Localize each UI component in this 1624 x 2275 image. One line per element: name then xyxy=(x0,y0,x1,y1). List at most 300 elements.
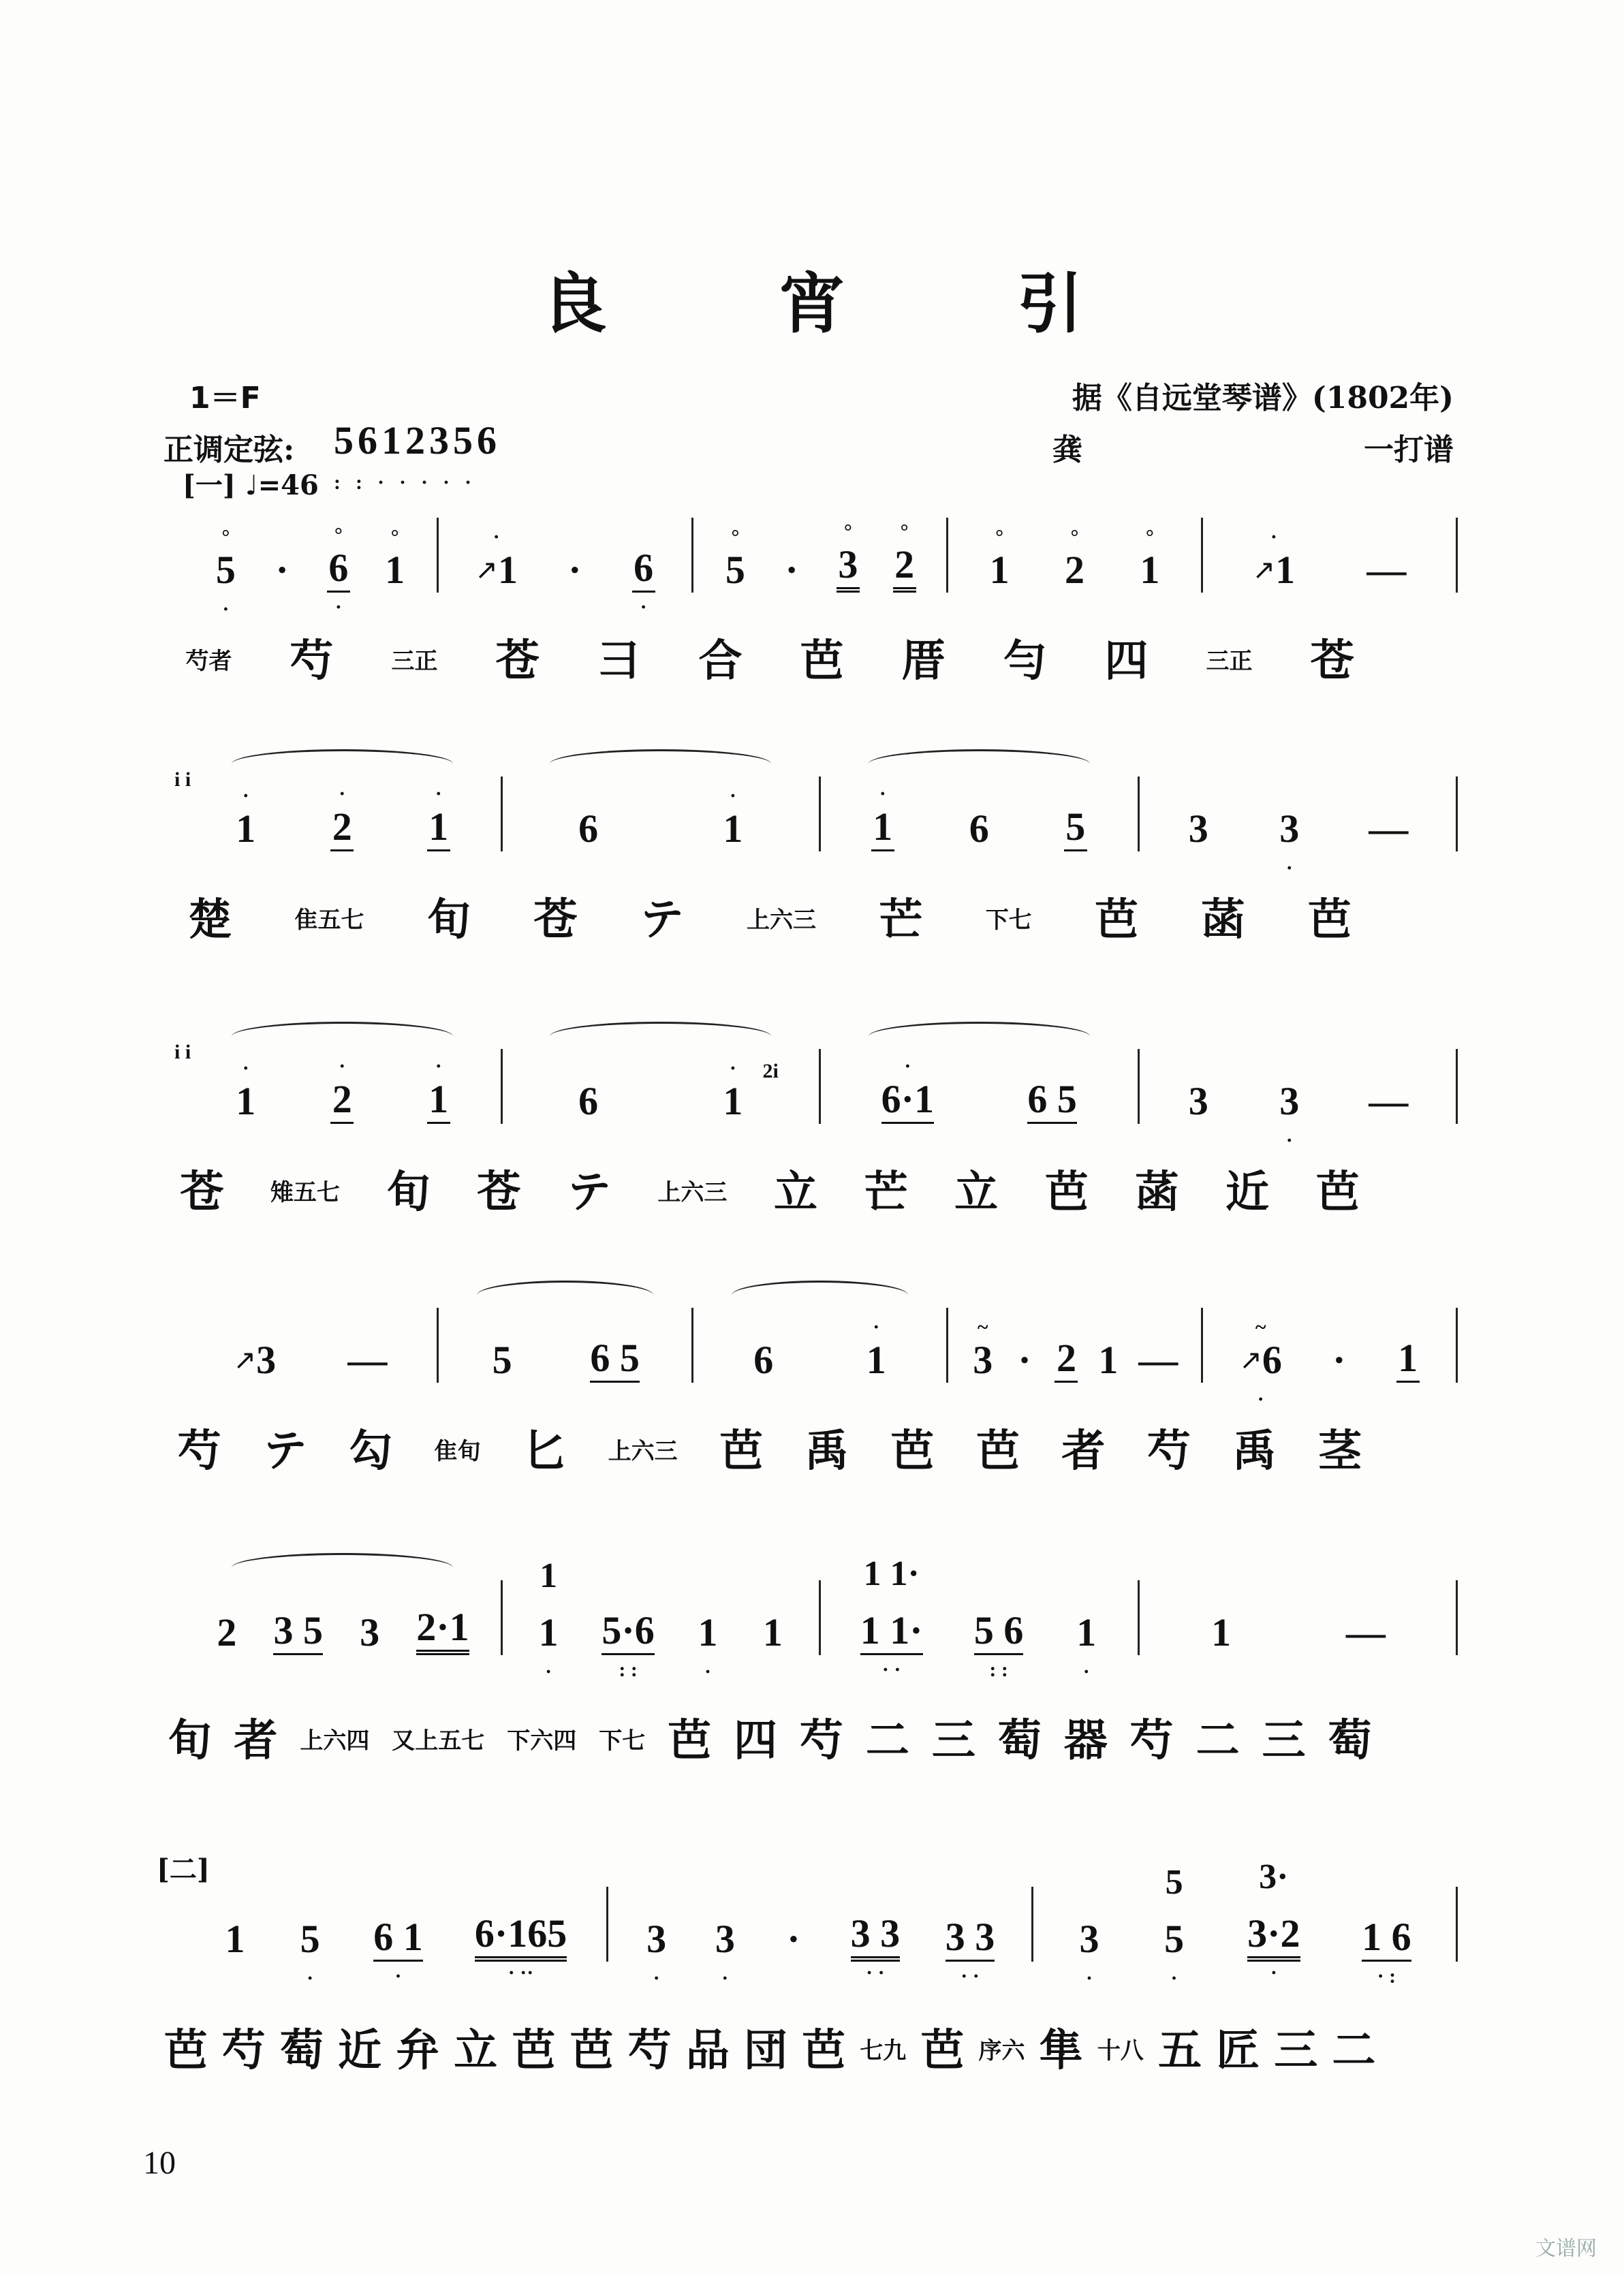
staff-row xyxy=(174,1041,1458,1152)
note-digit: 2 xyxy=(332,1077,352,1121)
note-digit: 1 xyxy=(385,548,405,592)
note-digit: 5 6 xyxy=(973,1608,1024,1652)
staff-row xyxy=(184,1308,1458,1411)
tablature-char: 芒 xyxy=(879,894,923,945)
measure xyxy=(948,1308,1203,1383)
note xyxy=(1369,806,1409,851)
note-digit: 2 xyxy=(894,542,915,586)
note xyxy=(1210,1610,1233,1655)
tablature-char: 芭 xyxy=(1315,1167,1360,1218)
measure xyxy=(1140,1049,1458,1152)
tablature-row xyxy=(157,896,1383,945)
tablature-char: 旬 xyxy=(168,1715,212,1766)
measure xyxy=(693,518,948,593)
slide-mark: ↗ xyxy=(1239,1345,1262,1375)
octave-mark-above: · xyxy=(1270,526,1277,548)
watermark-logo: 文谱网 xyxy=(1535,2237,1597,2261)
note-digit: 1 xyxy=(1211,1610,1232,1654)
note-digit: 1 xyxy=(723,806,743,851)
note-digit: 1 xyxy=(236,1079,256,1123)
note-digit: 1 xyxy=(762,1610,783,1654)
tablature-char: 三正 xyxy=(1206,648,1253,675)
note-digit: · xyxy=(1018,1338,1031,1382)
note xyxy=(1055,1338,1078,1383)
tuning-notes-text: 5612356 xyxy=(334,418,501,462)
tablature-char: 立 xyxy=(954,1167,999,1218)
section-1-number: [一] xyxy=(183,469,236,501)
octave-mark-below: · xyxy=(1082,1661,1090,1683)
tablature-char: 弁 xyxy=(396,2025,440,2076)
note xyxy=(1075,1610,1098,1683)
note-digit: 3 xyxy=(1279,806,1300,851)
note-digit: 5·6 xyxy=(602,1608,655,1652)
note-digit: 1 xyxy=(873,804,893,849)
note xyxy=(475,526,518,593)
note-digit: — xyxy=(1369,806,1409,851)
note xyxy=(1187,1079,1210,1124)
tablature-char: 芭 xyxy=(802,2025,846,2076)
arranger-role: 一打谱 xyxy=(1364,433,1454,467)
tablature-char: 近 xyxy=(337,2025,381,2076)
note xyxy=(713,1917,736,1990)
note-digit: 1 xyxy=(497,548,518,592)
tablature-char: 三正 xyxy=(391,648,438,675)
tablature-char: 禹 xyxy=(1232,1426,1277,1477)
note-digit: 1 xyxy=(1275,548,1296,592)
note-digit: 1 xyxy=(428,804,449,849)
note xyxy=(837,520,860,593)
tablature-char: 芭 xyxy=(1044,1167,1089,1218)
octave-mark-below: · · xyxy=(961,1965,980,1988)
tablature-char: 序六 xyxy=(978,2037,1025,2065)
key-signature: 1＝F xyxy=(189,381,261,415)
tablature-char: 芭 xyxy=(975,1426,1020,1477)
tablature-char: 五 xyxy=(1157,2025,1202,2076)
octave-mark-above: ° xyxy=(731,526,740,548)
octave-mark-below: · xyxy=(704,1661,712,1683)
measure xyxy=(184,1308,439,1383)
tablature-char: 立 xyxy=(773,1167,817,1218)
note xyxy=(864,1316,888,1383)
tablature-char: 芍者 xyxy=(185,648,232,675)
slur-arc xyxy=(477,1281,654,1310)
note-digit: 3·2 xyxy=(1247,1911,1300,1956)
slur-arc xyxy=(550,749,771,779)
note xyxy=(632,546,655,618)
tablature-char: 芍 xyxy=(177,1426,221,1477)
octave-mark-above: ° xyxy=(900,520,909,543)
note-digit: 3 3 xyxy=(945,1915,995,1959)
tablature-char: 三 xyxy=(1274,2025,1318,2076)
octave-mark-below: · xyxy=(222,598,230,621)
tablature-char: テ xyxy=(567,1167,611,1218)
staff-row xyxy=(184,518,1458,621)
note xyxy=(1278,1079,1301,1152)
tablature-char: 近 xyxy=(1225,1167,1269,1218)
note-digit: 5 xyxy=(492,1338,512,1382)
tablature-char: 苍 xyxy=(1310,636,1354,687)
note-digit: 6·165 xyxy=(474,1911,567,1956)
octave-mark-above: · xyxy=(435,1055,442,1078)
note xyxy=(1013,1340,1036,1383)
measure xyxy=(439,1308,693,1383)
staff-row xyxy=(174,768,1458,879)
note xyxy=(973,1608,1024,1681)
measure xyxy=(821,1554,1140,1683)
measure xyxy=(693,1308,948,1383)
note xyxy=(967,806,990,851)
source-credit: 据《自远堂琴谱》(1802年) xyxy=(1072,381,1454,415)
tablature-char: 彐 xyxy=(597,636,641,687)
note xyxy=(1278,806,1301,879)
note xyxy=(577,1079,600,1124)
note xyxy=(330,783,354,851)
tablature-row xyxy=(157,1168,1383,1217)
tablature-char: 隹五七 xyxy=(294,907,364,934)
chord-note-above: 3· xyxy=(1259,1857,1289,1896)
note xyxy=(1328,1340,1351,1383)
tablature-char: 下六四 xyxy=(507,1727,577,1755)
tablature-char: 苍 xyxy=(533,894,578,945)
grace-note: 2i xyxy=(762,1060,779,1082)
tablature-char: 苍 xyxy=(495,636,540,687)
octave-mark-below: · · xyxy=(866,1962,885,1984)
note-digit: 5 xyxy=(1164,1917,1185,1961)
arranger-surname: 龚 xyxy=(1052,433,1082,467)
tablature-char: 隹旬 xyxy=(434,1438,481,1465)
tablature-char: 厝 xyxy=(901,636,946,687)
note-digit: · xyxy=(787,1917,800,1961)
note xyxy=(427,1055,450,1124)
tablature-char: 二 xyxy=(1332,2025,1376,2076)
note xyxy=(1063,526,1086,593)
note xyxy=(723,526,747,593)
note-digit: 5 xyxy=(300,1917,320,1961)
octave-mark-above: ~ xyxy=(1255,1316,1266,1338)
note-digit: 3 xyxy=(360,1610,380,1654)
octave-mark-below: · xyxy=(721,1967,729,1990)
tablature-char: 勻 xyxy=(1003,636,1047,687)
note-digit: 5 xyxy=(1065,804,1086,849)
slide-mark: ↗ xyxy=(1252,554,1276,585)
note-digit: 2 xyxy=(1064,548,1084,592)
note xyxy=(384,526,407,593)
tablature-char: 菡 xyxy=(1135,1167,1179,1218)
note-digit: 3 xyxy=(646,1917,667,1961)
note-digit: 3 xyxy=(1188,1079,1208,1123)
octave-mark-below: · xyxy=(334,596,342,618)
note-digit: 2 xyxy=(1056,1336,1076,1380)
tablature-char: 品 xyxy=(685,2025,730,2076)
note-digit: 3 xyxy=(838,542,858,586)
note xyxy=(945,1915,995,1988)
slur-arc xyxy=(232,1553,453,1582)
note-digit: 1 xyxy=(723,1079,743,1123)
octave-mark-above: ° xyxy=(843,520,852,543)
tablature-char: 勾 xyxy=(348,1426,392,1477)
note-digit: 3 xyxy=(973,1338,993,1382)
note xyxy=(577,806,600,851)
note-digit: — xyxy=(1345,1610,1386,1654)
chord-note-above: 5 xyxy=(1165,1863,1183,1902)
octave-mark-above: · xyxy=(242,1057,249,1080)
measure xyxy=(948,518,1203,593)
tuning-octave-dots: ::····· xyxy=(334,471,487,494)
note-digit: 1 xyxy=(1076,1610,1097,1654)
tablature-row xyxy=(157,1716,1383,1766)
tablature-char: 芭 xyxy=(890,1426,935,1477)
note-digit: 5 xyxy=(725,548,745,592)
note xyxy=(696,1610,719,1683)
tablature-char: 苍 xyxy=(477,1167,521,1218)
note-digit: 6 5 xyxy=(590,1336,640,1380)
note xyxy=(234,785,257,851)
tablature-char: 七九 xyxy=(860,2037,907,2065)
tablature-char: 隼 xyxy=(1039,2025,1083,2076)
slur-arc xyxy=(869,749,1090,779)
tablature-char: 芭 xyxy=(512,2025,556,2076)
octave-mark-above: ° xyxy=(390,526,399,548)
tablature-char: 四 xyxy=(1104,636,1149,687)
note xyxy=(234,1340,277,1383)
measure xyxy=(821,776,1140,851)
octave-mark-below: · xyxy=(1285,857,1293,879)
note-digit: 6 5 xyxy=(1027,1077,1077,1121)
measure xyxy=(184,1049,503,1124)
note xyxy=(330,1055,354,1124)
note xyxy=(327,524,350,618)
octave-mark-below: · xyxy=(1170,1967,1178,1990)
slur-arc xyxy=(550,1022,771,1051)
octave-mark-below: · ·· xyxy=(507,1962,534,1984)
tablature-char: テ xyxy=(263,1426,307,1477)
tablature-char: 匠 xyxy=(1216,2025,1260,2076)
section-2-label: [二] xyxy=(157,1853,210,1885)
measure xyxy=(503,1556,822,1683)
octave-mark-above: · xyxy=(904,1055,911,1078)
octave-mark-above: · xyxy=(879,783,886,805)
note xyxy=(645,1917,668,1990)
tablature-row xyxy=(157,2026,1383,2075)
tablature-char: 芭 xyxy=(163,2025,208,2076)
note xyxy=(1163,1863,1186,1990)
note-digit: · xyxy=(275,548,289,592)
octave-mark-below: · : xyxy=(1377,1965,1396,1988)
note-digit: 1 1· xyxy=(860,1608,923,1652)
note-digit: 1 xyxy=(698,1610,718,1654)
tablature-char: 下七 xyxy=(599,1727,646,1755)
tablature-char: 器 xyxy=(1063,1715,1108,1766)
tablature-row xyxy=(157,1427,1383,1476)
octave-mark-above: · xyxy=(729,785,736,807)
tablature-char: 芭 xyxy=(569,2025,614,2076)
note-digit: 6 xyxy=(634,546,654,590)
note xyxy=(881,1055,934,1124)
octave-mark-above: · xyxy=(339,783,346,805)
measure xyxy=(184,518,439,621)
note xyxy=(270,550,294,593)
octave-mark-below: · xyxy=(307,1967,314,1990)
measure xyxy=(439,518,693,618)
note xyxy=(273,1608,323,1655)
tablature-char: 三 xyxy=(1262,1715,1306,1766)
tablature-char: 芭 xyxy=(920,2025,965,2076)
tablature-char: 芍 xyxy=(627,2025,672,2076)
tablature-char: 芍 xyxy=(1146,1426,1191,1477)
section-1-label xyxy=(183,470,319,501)
grace-note: i i xyxy=(174,1041,191,1063)
note-digit: 2 xyxy=(332,804,352,849)
slur-arc xyxy=(732,1281,909,1310)
note xyxy=(1138,1340,1178,1383)
tablature-char: 旬 xyxy=(426,894,471,945)
piece-title: 良 宵 引 xyxy=(541,265,1158,342)
measure xyxy=(1203,1308,1458,1411)
note xyxy=(1078,1917,1101,1990)
note xyxy=(537,1556,560,1683)
measure xyxy=(1203,518,1458,593)
octave-mark-below: · xyxy=(545,1661,552,1683)
note xyxy=(782,1919,805,1962)
tuning-label: 正调定弦: xyxy=(163,433,295,467)
note xyxy=(1396,1338,1420,1383)
note-digit: 6 xyxy=(969,806,989,851)
note-digit: 1 xyxy=(866,1338,886,1382)
tablature-char: 雉五七 xyxy=(270,1179,340,1206)
note-digit: · xyxy=(785,548,798,592)
note xyxy=(860,1554,923,1681)
note xyxy=(347,1340,387,1383)
note-digit: 3 xyxy=(256,1338,277,1382)
octave-mark-below: · xyxy=(653,1967,660,1990)
note-digit: — xyxy=(347,1338,388,1382)
tablature-char: 十八 xyxy=(1097,2037,1144,2065)
tablature-char: 三 xyxy=(931,1715,975,1766)
tablature-char: 二 xyxy=(865,1715,909,1766)
note xyxy=(761,1610,784,1655)
note-digit: 3 xyxy=(1079,1917,1099,1961)
slur-arc xyxy=(869,1022,1090,1051)
note-digit: 1 xyxy=(538,1610,559,1654)
tablature-char: 者 xyxy=(1061,1426,1106,1477)
slur-arc xyxy=(232,1022,453,1051)
note-digit: 3 5 xyxy=(273,1608,323,1652)
note-digit: 2·1 xyxy=(416,1605,469,1649)
tablature-char: 上六三 xyxy=(657,1179,728,1206)
note xyxy=(416,1607,469,1655)
note-digit: 1 xyxy=(1398,1336,1418,1380)
octave-mark-above: · xyxy=(729,1057,736,1080)
tablature-char: 四 xyxy=(734,1715,778,1766)
note xyxy=(893,520,916,593)
note xyxy=(474,1911,567,1984)
note-digit: 1 xyxy=(989,548,1010,592)
note xyxy=(1097,1340,1120,1383)
octave-mark-below: · xyxy=(394,1965,402,1988)
note xyxy=(427,783,450,851)
octave-mark-below: : : xyxy=(989,1659,1008,1681)
octave-mark-below: · xyxy=(1285,1129,1293,1152)
octave-mark-above: · xyxy=(242,785,249,807)
note-digit: 6 xyxy=(753,1338,774,1382)
tablature-char: 芒 xyxy=(864,1167,908,1218)
page-number: 10 xyxy=(143,2145,176,2181)
note xyxy=(721,1057,779,1124)
note xyxy=(298,1917,322,1990)
octave-mark-above: · xyxy=(873,1316,880,1338)
note-digit: 6 xyxy=(578,1079,599,1123)
octave-mark-above: · xyxy=(493,526,500,548)
note-digit: 5 xyxy=(215,548,236,592)
note xyxy=(358,1610,381,1655)
note-digit: 1 xyxy=(1098,1338,1119,1382)
note xyxy=(1345,1610,1386,1655)
note xyxy=(490,1340,514,1383)
note xyxy=(1138,526,1161,593)
tablature-char: 楚 xyxy=(188,894,232,945)
octave-mark-above: · xyxy=(339,1055,346,1078)
measure xyxy=(1140,1580,1458,1655)
note xyxy=(215,1610,238,1655)
measure xyxy=(1033,1857,1458,1990)
octave-mark-below: : : xyxy=(619,1659,638,1681)
note xyxy=(1369,1079,1409,1124)
note-digit: — xyxy=(1138,1338,1178,1382)
tablature-char: 二 xyxy=(1196,1715,1240,1766)
note xyxy=(1239,1316,1282,1411)
note-digit: — xyxy=(1369,1079,1409,1123)
octave-mark-above: ° xyxy=(1070,526,1079,548)
note-digit: 1 xyxy=(236,806,256,851)
octave-mark-above: · xyxy=(435,783,442,805)
tablature-char: 芭 xyxy=(1307,894,1352,945)
measure xyxy=(821,1049,1140,1124)
tablature-char: 萄 xyxy=(279,2025,324,2076)
note-digit: 2 xyxy=(217,1610,237,1654)
note xyxy=(373,1915,423,1988)
note-digit: 6 xyxy=(1262,1338,1282,1382)
tablature-char: 萄 xyxy=(997,1715,1042,1766)
slur-arc xyxy=(232,749,453,779)
grace-note: i i xyxy=(174,768,191,791)
note xyxy=(223,1919,247,1962)
note xyxy=(871,783,894,851)
note xyxy=(1362,1915,1411,1988)
staff-row xyxy=(184,1857,1458,1990)
note xyxy=(1187,806,1210,851)
note-digit: 6·1 xyxy=(881,1077,934,1121)
tablature-char: 芭 xyxy=(800,636,844,687)
note xyxy=(850,1911,901,1984)
tablature-char: 芍 xyxy=(221,2025,266,2076)
note xyxy=(1027,1077,1077,1124)
note xyxy=(234,1057,257,1124)
note xyxy=(602,1608,655,1681)
measure xyxy=(184,1887,608,1990)
tablature-char: 上六三 xyxy=(746,907,816,934)
note xyxy=(214,526,237,621)
measure xyxy=(608,1887,1033,1990)
tablature-char: 芭 xyxy=(1095,894,1139,945)
measure xyxy=(1140,776,1458,879)
note xyxy=(1247,1857,1300,1984)
note-digit: · xyxy=(568,548,582,592)
tablature-char: 苍 xyxy=(180,1167,224,1218)
chord-note-above: 1 xyxy=(540,1556,558,1595)
note xyxy=(1064,804,1087,851)
note xyxy=(721,785,745,851)
measure xyxy=(184,1580,503,1655)
